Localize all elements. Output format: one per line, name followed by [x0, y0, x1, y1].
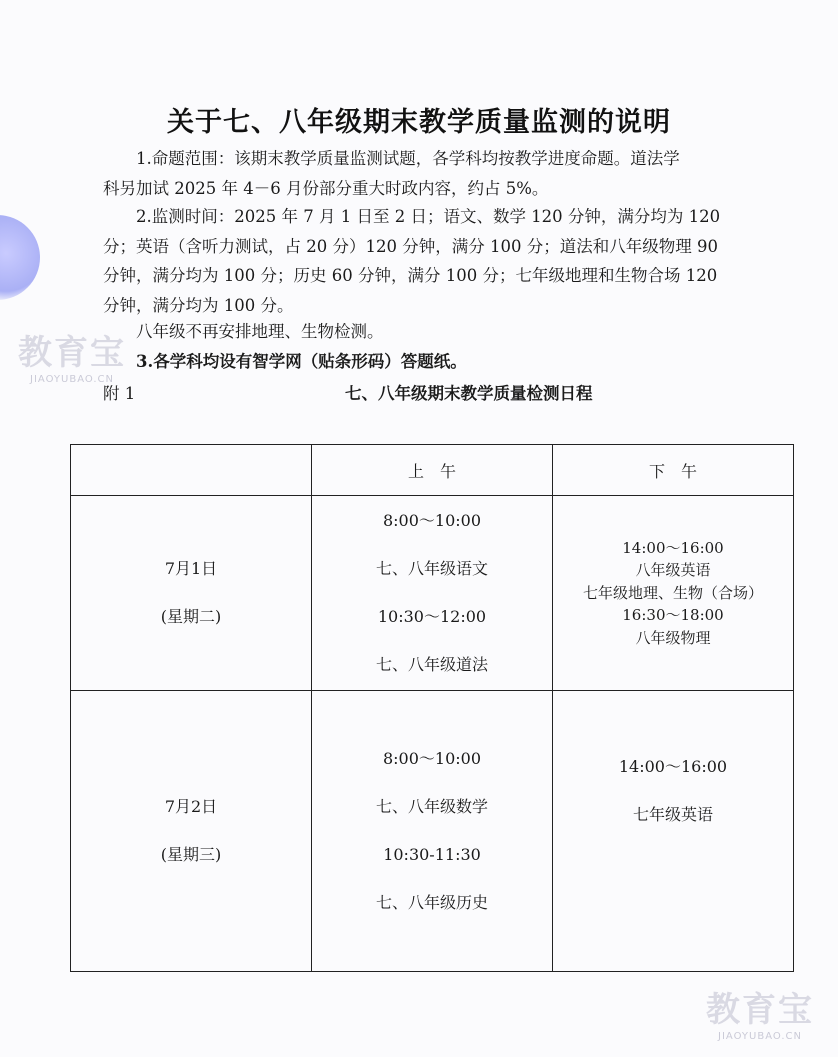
paragraph-time [103, 202, 793, 320]
paragraph-answer-sheet [103, 347, 793, 377]
paragraph-scope [103, 144, 793, 203]
text-line: 分钟，满分均为 100 分；历史 60 分钟，满分 100 分；七年级地理和生物合场 120 [103, 266, 718, 285]
table-row [71, 691, 794, 972]
table-row [71, 496, 794, 691]
watermark-cn: 教育宝 [18, 333, 126, 373]
subject-text: 八年级英语 [635, 561, 711, 580]
time-text: 14:00～16:00 [618, 757, 728, 776]
annex-label: 附 1 [103, 384, 136, 403]
date-text: 7月2日 [164, 797, 218, 816]
page-title: 关于七、八年级期末教学质量监测的说明 [167, 107, 671, 138]
text-line: 分；英语（含听力测试，占 20 分）120 分钟，满分 100 分；道法和八年级物理 90 [103, 236, 718, 256]
subject-text: 七、八年级数学 [375, 797, 488, 816]
time-text: 16:30～18:00 [622, 606, 724, 625]
subject-text: 八年级物理 [635, 628, 711, 647]
table-header-row [71, 445, 794, 496]
logo-icon [0, 215, 40, 300]
weekday-text: (星期三) [160, 845, 222, 864]
time-text: 10:30～12:00 [377, 607, 487, 626]
text-line: 分钟，满分均为 100 分。 [103, 295, 294, 315]
watermark-en: JIAOYUBAO.CN [30, 374, 114, 385]
text-line: 3.各学科均设有智学网（贴条形码）答题纸。 [136, 352, 467, 371]
morning-cell [312, 496, 553, 691]
afternoon-cell [553, 496, 794, 691]
weekday-text: (星期二) [160, 607, 222, 626]
subject-text: 七年级英语 [632, 805, 713, 824]
paragraph-note [103, 317, 793, 347]
time-text: 14:00～16:00 [622, 538, 724, 557]
schedule-table [70, 444, 794, 972]
subject-text: 七、八年级历史 [375, 893, 488, 912]
text-line: 2.监测时间：2025 年 7 月 1 日至 2 日；语文、数学 120 分钟，满分均为 120 [136, 207, 721, 226]
date-cell [71, 691, 312, 972]
subject-text: 七年级地理、生物（合场） [582, 583, 763, 602]
watermark [706, 982, 814, 1042]
morning-cell [312, 691, 553, 972]
header-cell-morning: 上 午 [312, 445, 553, 496]
date-cell [71, 496, 312, 691]
header-cell-afternoon: 下 午 [553, 445, 794, 496]
subject-text: 七、八年级语文 [375, 559, 488, 578]
header-cell-empty [71, 445, 312, 496]
date-text: 7月1日 [164, 559, 218, 578]
schedule-title: 七、八年级期末教学质量检测日程 [345, 384, 593, 403]
watermark-cn: 教育宝 [706, 990, 814, 1030]
text-line: 八年级不再安排地理、生物检测。 [136, 322, 384, 341]
text-line: 1.命题范围：该期末教学质量监测试题，各学科均按教学进度命题。道法学 [136, 149, 680, 168]
afternoon-cell [553, 691, 794, 972]
subject-text: 七、八年级道法 [375, 655, 488, 674]
time-text: 8:00～10:00 [382, 749, 482, 768]
time-text: 8:00～10:00 [382, 511, 482, 530]
watermark-en: JIAOYUBAO.CN [718, 1031, 802, 1042]
text-line: 科另加试 2025 年 4－6 月份部分重大时政内容，约占 5%。 [103, 178, 549, 198]
time-text: 10:30-11:30 [383, 845, 481, 864]
